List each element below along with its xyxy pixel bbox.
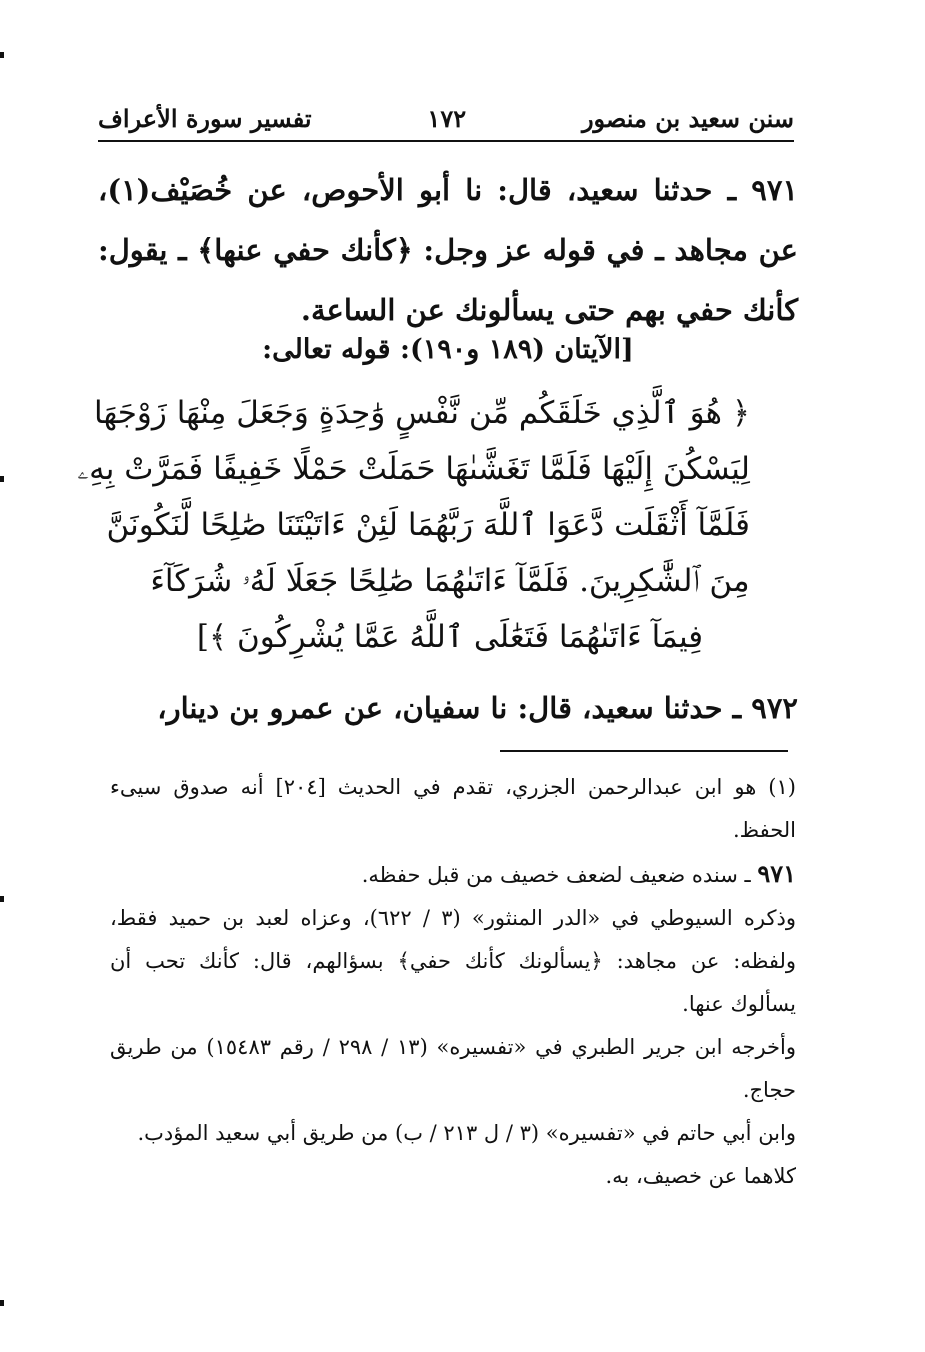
verse-line: مِنَ ٱلشَّٰكِرِينَ. فَلَمَّآ ءَاتَىٰهُمَا صَٰلِحًا جَعَلَا لَهُۥ شُرَكَآءَ bbox=[150, 563, 750, 599]
page-number: ١٧٢ bbox=[427, 104, 467, 133]
verse-line: ﴿ هُوَ ٱلَّذِي خَلَقَكُم مِّن نَّفْسٍ وَٰحِدَةٍ وَجَعَلَ مِنْهَا زَوْجَهَا bbox=[94, 395, 750, 431]
hadith-number: ٩٧١ bbox=[751, 173, 798, 207]
quran-verses bbox=[77, 385, 750, 665]
footnote-paragraph: وذكره السيوطي في «الدر المنثور» (٣ / ٦٢٢)، وعزاه لعبد بن حميد فقط، ولفظه: عن مجاهد: ﴿يسألونك كأنك حفي﴾ بسؤالهم، قال: كأنك تحب أن يسألوك عنها. bbox=[110, 906, 796, 1016]
page-header bbox=[98, 98, 794, 142]
verse-line: فَلَمَّآ أَثْقَلَت دَّعَوَا ٱللَّهَ رَبَّهُمَا لَئِنْ ءَاتَيْتَنَا صَٰلِحًا لَّنَكُونَنَّ bbox=[106, 507, 750, 543]
hadith-number: ٩٧٢ bbox=[751, 691, 798, 725]
hadith-text: ـ حدثنا سعيد، قال: نا أبو الأحوص، عن خُصَيْف(١)، عن مجاهد ـ في قوله عز وجل: ﴿كأنك حفي عنها﴾ ـ يقول: كأنك حفي بهم حتى يسألونك عن الساعة. bbox=[98, 173, 798, 327]
note-intro: ـ سنده ضعيف لضعف خصيف من قبل حفظه. bbox=[361, 863, 758, 887]
scan-mark bbox=[0, 476, 4, 482]
hadith-971 bbox=[98, 160, 798, 340]
footnote-paragraph: وأخرجه ابن جرير الطبري في «تفسيره» (١٣ / ٢٩٨ / رقم ١٥٤٨٣) من طريق حجاج. bbox=[110, 1035, 796, 1102]
verse-line: فِيمَآ ءَاتَىٰهُمَا فَتَعَٰلَى ٱللَّهُ عَمَّا يُشْرِكُونَ ﴾] bbox=[196, 619, 704, 655]
note-number: ٩٧١ bbox=[757, 859, 796, 888]
footnotes bbox=[110, 766, 796, 1198]
scan-mark bbox=[0, 1300, 4, 1306]
scan-mark bbox=[0, 896, 4, 902]
footnote-divider bbox=[500, 750, 788, 752]
footnote-note bbox=[110, 852, 796, 897]
verse-line: لِيَسْكُنَ إِلَيْهَا فَلَمَّا تَغَشَّىٰهَا حَمَلَتْ حَمْلًا خَفِيفًا فَمَرَّتْ بِهِۦ bbox=[77, 451, 750, 487]
chapter-title: تفسير سورة الأعراف bbox=[98, 104, 312, 133]
book-title: سنن سعيد بن منصور bbox=[581, 104, 794, 133]
section-heading: [الآيتان (١٨٩ و١٩٠): قوله تعالى: bbox=[262, 334, 634, 365]
footnote-paragraph: وابن أبي حاتم في «تفسيره» (٣ / ل ٢١٣ / ب) من طريق أبي سعيد المؤدب. bbox=[137, 1121, 796, 1145]
hadith-972 bbox=[98, 678, 798, 738]
hadith-text: ـ حدثنا سعيد، قال: نا سفيان، عن عمرو بن دينار، bbox=[157, 691, 752, 725]
footnote-1: (١) هو ابن عبدالرحمن الجزري، تقدم في الحديث [٢٠٤] أنه صدوق سيىء الحفظ. bbox=[110, 775, 796, 842]
footnote-paragraph: كلاهما عن خصيف، به. bbox=[605, 1164, 796, 1188]
scan-mark bbox=[0, 52, 4, 58]
